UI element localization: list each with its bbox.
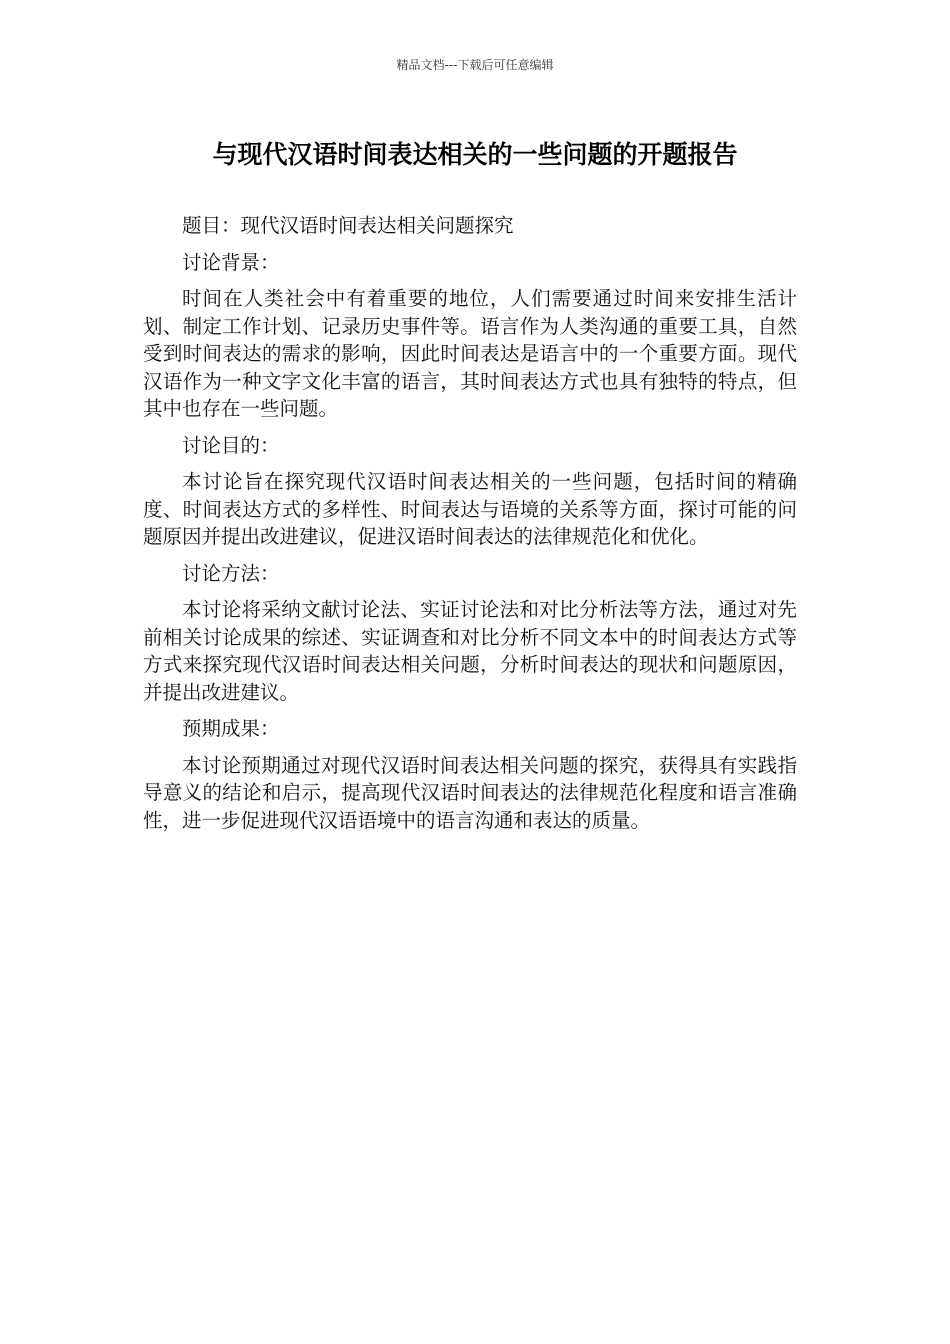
- section-paragraph-method: 本讨论将采纳文献讨论法、实证讨论法和对比分析法等方法，通过对先前相关讨论成果的综述、实证调查和对比分析不同文本中的时间表达方式等方式来探究现代汉语时间表达相关问题，分析时间表达的现状和问题原因，并提出改进建议。: [143, 598, 797, 704]
- header-note: 精品文档---下载后可任意编辑: [396, 58, 554, 72]
- section-heading-purpose: 讨论目的：: [182, 433, 280, 457]
- section-heading-background: 讨论背景：: [182, 250, 280, 274]
- section-paragraph-purpose: 本讨论旨在探究现代汉语时间表达相关的一些问题，包括时间的精确度、时间表达方式的多样性、时间表达与语境的关系等方面，探讨可能的问题原因并提出改进建议，促进汉语时间表达的法律规范化和优化。: [143, 470, 797, 548]
- topic-line: 题目：现代汉语时间表达相关问题探究: [182, 214, 514, 237]
- document-body: [143, 212, 797, 843]
- document-title: 与现代汉语时间表达相关的一些问题的开题报告: [212, 140, 738, 169]
- section-paragraph-outcomes: 本讨论预期通过对现代汉语时间表达相关问题的探究，获得具有实践指导意义的结论和启示，提高现代汉语时间表达的法律规范化程度和语言准确性，进一步促进现代汉语语境中的语言沟通和表达的质量。: [143, 753, 797, 832]
- section-heading-method: 讨论方法：: [182, 561, 280, 585]
- section-heading-outcomes: 预期成果：: [182, 717, 280, 740]
- section-paragraph-background: 时间在人类社会中有着重要的地位，人们需要通过时间来安排生活计划、制定工作计划、记录历史事件等。语言作为人类沟通的重要工具，自然受到时间表达的需求的影响，因此时间表达是语言中的一个重要方面。现代汉语作为一种文字文化丰富的语言，其时间表达方式也具有独特的特点，但其中也存在一些问题。: [143, 287, 797, 420]
